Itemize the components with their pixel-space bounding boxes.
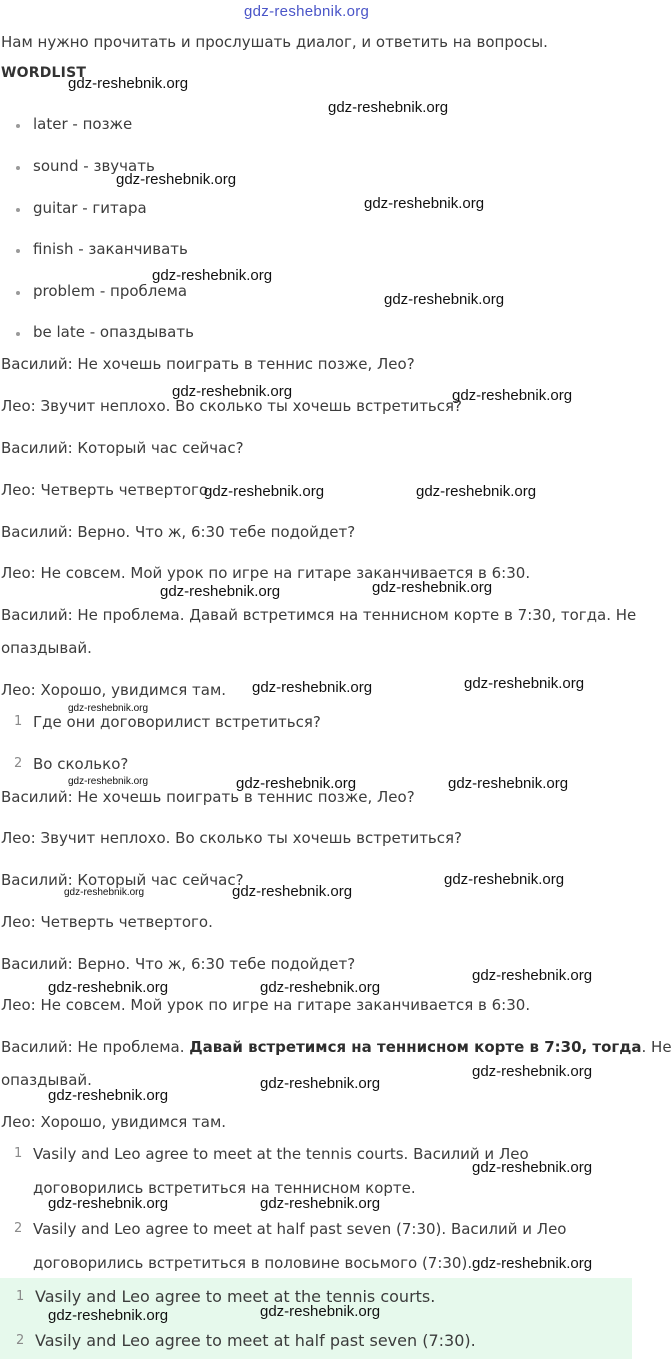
word-item: later - позже <box>33 115 133 133</box>
watermark-text: gdz-reshebnik.org <box>232 883 353 900</box>
answer-text: Vasily and Leo agree to meet at the tennis courts. Василий и Лео <box>33 1145 529 1163</box>
dialog-line: Василий: Не хочешь поиграть в теннис позже, Лео? <box>1 355 415 373</box>
dialog-line: Василий: Не хочешь поиграть в теннис позже, Лео? <box>1 788 415 806</box>
watermark-text: gdz-reshebnik.org <box>48 1087 169 1104</box>
watermark-text: gdz-reshebnik.org <box>116 171 237 188</box>
watermark-text: gdz-reshebnik.org <box>472 1063 593 1080</box>
dialog-line: Лео: Четверть четвертого. <box>1 481 213 499</box>
watermark-text: gdz-reshebnik.org <box>260 1303 381 1320</box>
watermark-text: gdz-reshebnik.org <box>472 1255 593 1272</box>
watermark-text: gdz-reshebnik.org <box>68 75 189 92</box>
final-answer-text: Vasily and Leo agree to meet at half past seven (7:30). <box>35 1331 476 1350</box>
dialog-line: Василий: Верно. Что ж, 6:30 тебе подойдет? <box>1 523 356 541</box>
dialog-line: Лео: Не совсем. Мой урок по игре на гитаре заканчивается в 6:30. <box>1 996 531 1014</box>
word-item: guitar - гитара <box>33 199 147 217</box>
watermark-text: gdz-reshebnik.org <box>464 675 585 692</box>
question-text: Где они договорилист встретиться? <box>33 713 321 731</box>
watermark-text: gdz-reshebnik.org <box>160 583 281 600</box>
watermark-text: gdz-reshebnik.org <box>204 483 325 500</box>
dialog-line: Лео: Хорошо, увидимся там. <box>1 681 227 699</box>
dialog-line-highlight <box>1 1038 672 1056</box>
dialog-suffix: . Не <box>641 1038 672 1056</box>
watermark-text: gdz-reshebnik.org <box>448 775 569 792</box>
final-answer-number: 2 <box>16 1333 25 1348</box>
bullet-icon <box>16 291 20 295</box>
watermark-text: gdz-reshebnik.org <box>472 967 593 984</box>
bullet-icon <box>16 249 20 253</box>
bullet-icon <box>16 332 20 336</box>
dialog-line: Василий: Не проблема. Давай встретимся на теннисном корте в 7:30, тогда. Не <box>1 606 637 624</box>
watermark-text-small: gdz-reshebnik.org <box>68 776 149 787</box>
watermark-text: gdz-reshebnik.org <box>48 979 169 996</box>
final-answer-text: Vasily and Leo agree to meet at the tennis courts. <box>35 1287 436 1306</box>
watermark-text: gdz-reshebnik.org <box>452 387 573 404</box>
watermark-text: gdz-reshebnik.org <box>472 1159 593 1176</box>
dialog-line: опаздывай. <box>1 1071 92 1089</box>
watermark-text-small: gdz-reshebnik.org <box>64 887 145 898</box>
site-watermark-top: gdz-reshebnik.org <box>244 3 370 20</box>
watermark-text: gdz-reshebnik.org <box>48 1307 169 1324</box>
answer-text: договорились встретиться на теннисном корте. <box>33 1179 416 1197</box>
watermark-text: gdz-reshebnik.org <box>444 871 565 888</box>
word-item: sound - звучать <box>33 157 155 175</box>
dialog-line: Василий: Который час сейчас? <box>1 871 244 889</box>
watermark-text: gdz-reshebnik.org <box>328 99 449 116</box>
watermark-text: gdz-reshebnik.org <box>152 267 273 284</box>
word-item: problem - проблема <box>33 282 188 300</box>
bullet-icon <box>16 166 20 170</box>
answer-text: договорились встретиться в половине восьмого (7:30). <box>33 1254 473 1272</box>
watermark-text-small: gdz-reshebnik.org <box>68 703 149 714</box>
dialog-line: Лео: Хорошо, увидимся там. <box>1 1113 227 1131</box>
watermark-text: gdz-reshebnik.org <box>260 1195 381 1212</box>
watermark-text: gdz-reshebnik.org <box>372 579 493 596</box>
watermark-text: gdz-reshebnik.org <box>48 1195 169 1212</box>
question-text: Во сколько? <box>33 755 129 773</box>
answer-text: Vasily and Leo agree to meet at half past seven (7:30). Василий и Лео <box>33 1220 567 1238</box>
word-item: finish - заканчивать <box>33 240 188 258</box>
dialog-line: Василий: Который час сейчас? <box>1 439 244 457</box>
dialog-line: Лео: Четверть четвертого. <box>1 913 213 931</box>
answer-number: 1 <box>14 1146 23 1161</box>
final-answer-number: 1 <box>16 1289 25 1304</box>
question-number: 2 <box>14 756 23 771</box>
watermark-text: gdz-reshebnik.org <box>364 195 485 212</box>
question-number: 1 <box>14 714 23 729</box>
watermark-text: gdz-reshebnik.org <box>260 1075 381 1092</box>
watermark-text: gdz-reshebnik.org <box>236 775 357 792</box>
bullet-icon <box>16 124 20 128</box>
dialog-line: Лео: Не совсем. Мой урок по игре на гитаре заканчивается в 6:30. <box>1 564 531 582</box>
dialog-line: Лео: Звучит неплохо. Во сколько ты хочешь встретиться? <box>1 829 463 847</box>
dialog-line: Василий: Верно. Что ж, 6:30 тебе подойдет? <box>1 955 356 973</box>
intro-text: Нам нужно прочитать и прослушать диалог, и ответить на вопросы. <box>1 33 548 51</box>
bullet-icon <box>16 208 20 212</box>
wordlist-heading: WORDLIST <box>1 65 87 81</box>
watermark-text: gdz-reshebnik.org <box>252 679 373 696</box>
dialog-bold-answer: Давай встретимся на теннисном корте в 7:30, тогда <box>189 1038 642 1056</box>
watermark-text: gdz-reshebnik.org <box>384 291 505 308</box>
answer-number: 2 <box>14 1221 23 1236</box>
watermark-text: gdz-reshebnik.org <box>260 979 381 996</box>
word-item: be late - опаздывать <box>33 323 194 341</box>
dialog-line: опаздывай. <box>1 639 92 657</box>
watermark-text: gdz-reshebnik.org <box>172 383 293 400</box>
dialog-prefix: Василий: Не проблема. <box>1 1038 190 1056</box>
watermark-text: gdz-reshebnik.org <box>416 483 537 500</box>
dialog-line: Лео: Звучит неплохо. Во сколько ты хочешь встретиться? <box>1 397 463 415</box>
